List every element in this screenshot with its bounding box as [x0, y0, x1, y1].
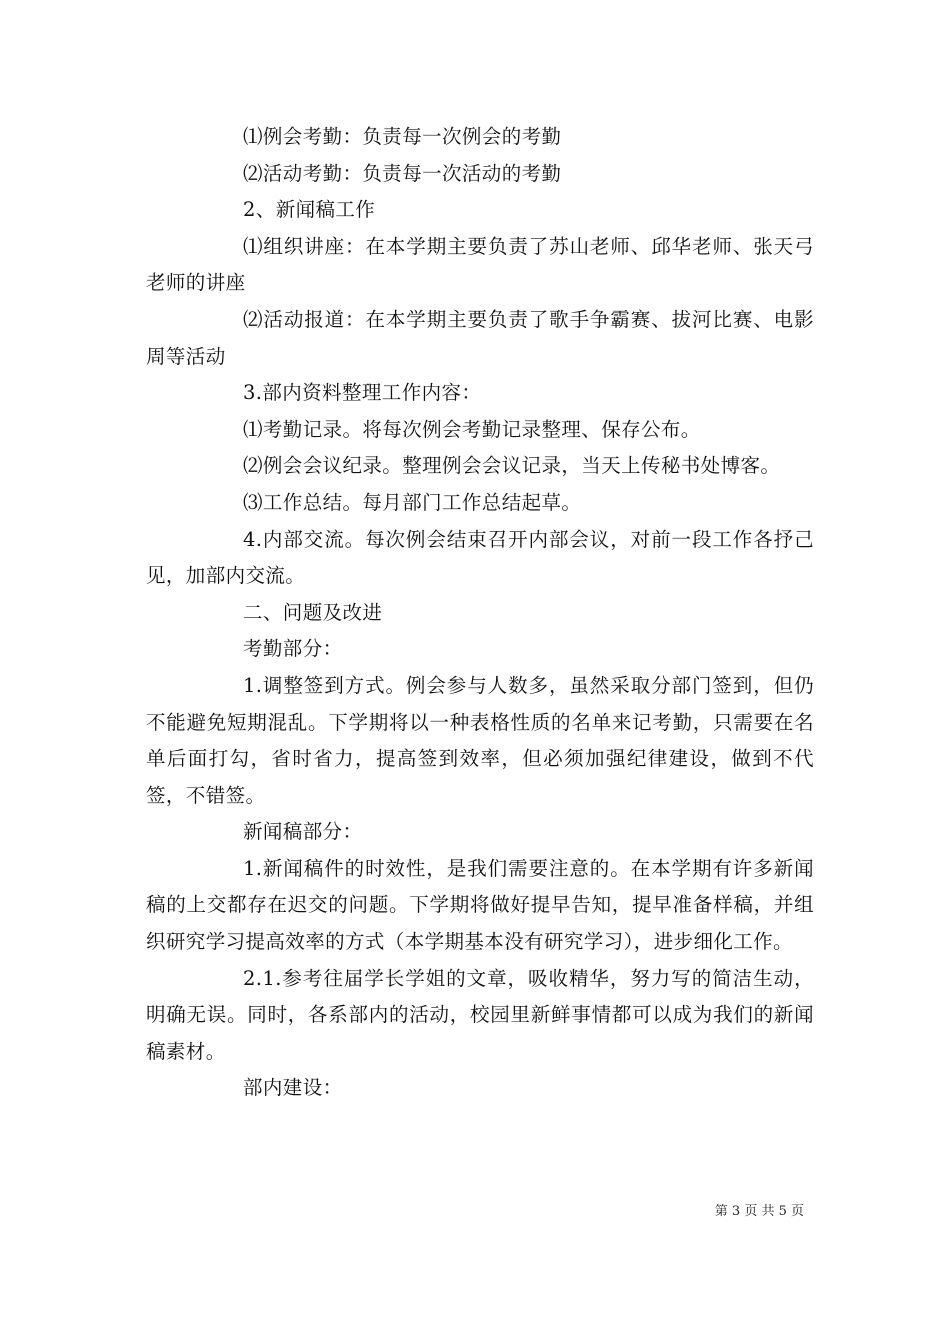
paragraph-internal-exchange: 4.内部交流。每次例会结束召开内部会议，对前一段工作各抒己见，加部内交流。 [146, 527, 814, 588]
paragraph-news-heading: 2、新闻稿工作 [243, 198, 376, 222]
document-body [146, 119, 814, 1107]
paragraph-work-summary: ⑶工作总结。每月部门工作总结起草。 [243, 490, 582, 514]
paragraph-meeting-minutes: ⑵例会会议纪录。整理例会会议记录，当天上传秘书处博客。 [243, 454, 781, 478]
paragraph-activity-reports: ⑵活动报道：在本学期主要负责了歌手争霸赛、拔河比赛、电影周等活动 [146, 307, 814, 368]
paragraph-lectures: ⑴组织讲座：在本学期主要负责了苏山老师、邱华老师、张天弓老师的讲座 [146, 234, 814, 295]
paragraph-records-heading: 3.部内资料整理工作内容： [243, 381, 482, 405]
paragraph-news-reference: 2.1.参考往届学长学姐的文章，吸收精华，努力写的简洁生动，明确无误。同时，各系部内的活动，校园里新鲜事情都可以成为我们的新闻稿素材。 [146, 966, 814, 1063]
paragraph-attendance-activity: ⑵活动考勤：负责每一次活动的考勤 [243, 161, 562, 185]
paragraph-news-section: 新闻稿部分： [243, 820, 363, 844]
paragraph-department-building: 部内建设： [243, 1076, 343, 1100]
paragraph-attendance-section: 考勤部分： [243, 637, 343, 661]
paragraph-problems-heading: 二、问题及改进 [243, 600, 383, 624]
page-number: 第 3 页 共 5 页 [714, 1204, 804, 1219]
paragraph-signin-adjustment: 1.调整签到方式。例会参与人数多，虽然采取分部门签到，但仍不能避免短期混乱。下学期将以一种表格性质的名单来记考勤，只需要在名单后面打勾，省时省力，提高签到效率，但必须加强纪律建设，做到不代签，不错签。 [146, 673, 814, 807]
paragraph-attendance-meeting: ⑴例会考勤：负责每一次例会的考勤 [243, 125, 562, 148]
paragraph-news-timeliness: 1.新闻稿件的时效性，是我们需要注意的。在本学期有许多新闻稿的上交都存在迟交的问题。下学期将做好提早告知，提早准备样稿，并组织研究学习提高效率的方式（本学期基本没有研究学习），进步细化工作。 [146, 856, 814, 954]
paragraph-attendance-records: ⑴考勤记录。将每次例会考勤记录整理、保存公布。 [243, 417, 701, 441]
